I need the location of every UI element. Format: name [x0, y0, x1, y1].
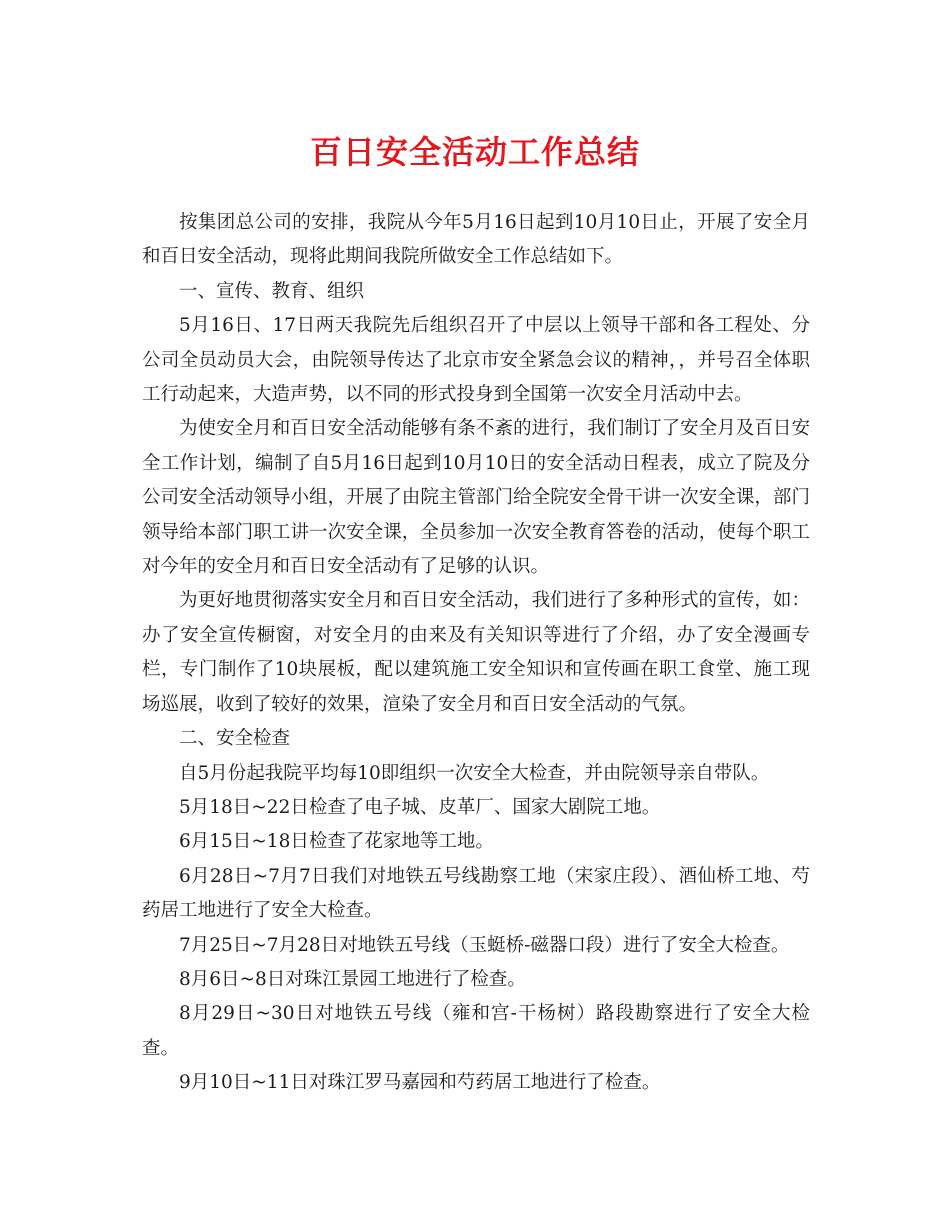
inspection-item: 6月15日~18日检查了花家地等工地。 [179, 831, 494, 853]
paragraph-plan: 为使安全月和百日安全活动能够有条不紊的进行，我们制订了安全月及百日安全工作计划，编制了自5月16日起到10月10日的安全活动日程表，成立了院及分公司安全活动领导小组，开展了由院主管部门给全院安全骨干讲一次安全课，部门领导给本部门职工讲一次安全课，全员参加一次安全教育答卷的活动，使每个职工对今年的安全月和百日安全活动有了足够的认识。 [142, 418, 810, 578]
document-body [142, 206, 810, 1101]
section-heading-publicity: 一、宣传、教育、组织 [179, 280, 365, 302]
inspection-item: 5月18日~22日检查了电子城、皮革厂、国家大剧院工地。 [179, 796, 661, 818]
inspection-item: 9月10日~11日对珠江罗马嘉园和芍药居工地进行了检查。 [179, 1072, 661, 1094]
paragraph-publicity: 为更好地贯彻落实安全月和百日安全活动，我们进行了多种形式的宣传，如：办了安全宣传橱窗，对安全月的由来及有关知识等进行了介绍，办了安全漫画专栏，专门制作了10块展板，配以建筑施工安全知识和宣传画在职工食堂、施工现场巡展，收到了较好的效果，渲染了安全月和百日安全活动的气氛。 [142, 590, 810, 715]
inspection-item: 8月29日~30日对地铁五号线（雍和宫-干杨树）路段勘察进行了安全大检查。 [142, 1003, 810, 1059]
section-heading-inspection: 二、安全检查 [179, 728, 291, 750]
inspection-item: 8月6日~8日对珠江景园工地进行了检查。 [179, 968, 526, 990]
paragraph-inspection-intro: 自5月份起我院平均每10即组织一次安全大检查，并由院领导亲自带队。 [179, 762, 770, 784]
document-title: 百日安全活动工作总结 [309, 133, 640, 171]
paragraph-intro: 按集团总公司的安排，我院从今年5月16日起到10月10日止，开展了安全月和百日安全活动，现将此期间我院所做安全工作总结如下。 [142, 212, 810, 268]
inspection-item: 6月28日~7月7日我们对地铁五号线勘察工地（宋家庄段）、酒仙桥工地、芍药居工地进行了安全大检查。 [142, 865, 810, 922]
inspection-item: 7月25日~7月28日对地铁五号线（玉蜓桥-磁器口段）进行了安全大检查。 [179, 934, 790, 956]
paragraph-mobilization: 5月16日、17日两天我院先后组织召开了中层以上领导干部和各工程处、分公司全员动员大会，由院领导传达了北京市安全紧急会议的精神，，并号召全体职工行动起来，大造声势，以不同的形式投身到全国第一次安全月活动中去。 [142, 315, 810, 406]
